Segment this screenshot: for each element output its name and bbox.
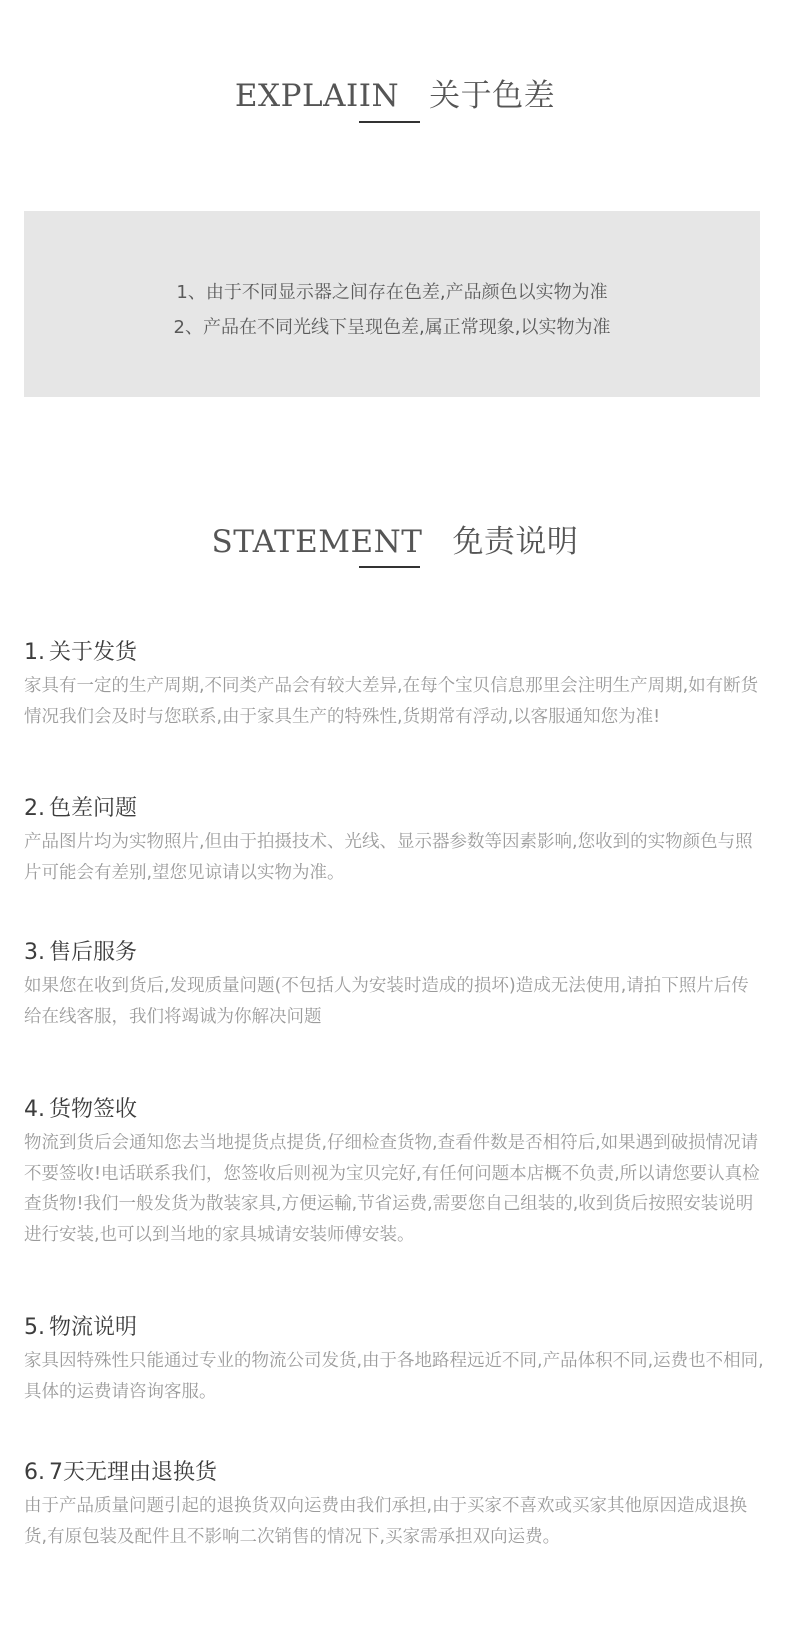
item-body: 物流到货后会通知您去当地提货点提货,仔细检查货物,查看件数是否相符后,如果遇到破损情况请不要签收!电话联系我们，您签收后则视为宝贝完好,有任何问题本店概不负责,所以请您要认真检查货物!我们一般发货为散装家具,方便运輸,节省运费,需要您自己组装的,收到货后按照安装说明进行安装,也可以到当地的家具城请安装师傅安装。	[24, 1133, 760, 1245]
item-body: 家具有一定的生产周期,不同类产品会有较大差异,在每个宝贝信息那里会注明生产周期,如有断货情况我们会及时与您联系,由于家具生产的特殊性,货期常有浮动,以客服通知您为准!	[24, 676, 759, 727]
color-difference-notice-box	[24, 211, 760, 397]
statement-item-logistics	[24, 1313, 766, 1407]
notice-line: 1、由于不同显示器之间存在色差,产品颜色以实物为准	[176, 282, 608, 303]
item-title: 货物签收	[49, 1097, 138, 1122]
item-title: 售后服务	[49, 940, 138, 965]
statement-title-cn: 免责说明	[452, 524, 579, 560]
item-number: 5.	[24, 1315, 45, 1340]
item-title: 关于发货	[49, 640, 138, 665]
item-heading	[24, 1458, 766, 1488]
statement-item-shipping	[24, 638, 766, 732]
statement-item-receipt	[24, 1095, 766, 1250]
item-number: 2.	[24, 796, 45, 821]
item-number: 1.	[24, 640, 45, 665]
item-title: 色差问题	[49, 796, 138, 821]
item-heading	[24, 638, 766, 668]
explain-title	[0, 70, 790, 115]
item-heading	[24, 1313, 766, 1343]
statement-title-en: STATEMENT	[211, 524, 423, 560]
notice-line: 2、产品在不同光线下呈现色差,属正常现象,以实物为准	[173, 317, 611, 338]
item-body: 产品图片均为实物照片,但由于拍摄技术、光线、显示器参数等因素影响,您收到的实物颜色与照片可能会有差别,望您见谅请以实物为准。	[24, 832, 753, 883]
item-body: 如果您在收到货后,发现质量问题(不包括人为安装时造成的损坏)造成无法使用,请拍下照片后传给在线客服，我们将竭诚为你解决问题	[24, 976, 749, 1027]
item-body: 家具因特殊性只能通过专业的物流公司发货,由于各地路程远近不同,产品体积不同,运费也不相同,具体的运费请咨询客服。	[24, 1351, 764, 1402]
explain-title-en: EXPLAIIN	[234, 78, 400, 114]
explain-title-underline	[359, 121, 420, 123]
explain-title-cn: 关于色差	[429, 78, 556, 114]
statement-item-returns	[24, 1458, 766, 1552]
statement-title-underline	[359, 566, 420, 568]
item-body: 由于产品质量问题引起的退换货双向运费由我们承担,由于买家不喜欢或买家其他原因造成退换货,有原包装及配件且不影响二次销售的情况下,买家需承担双向运费。	[24, 1496, 748, 1547]
item-title: 7天无理由退换货	[49, 1460, 217, 1485]
statement-item-after-sales	[24, 938, 766, 1032]
statement-item-color-difference	[24, 794, 766, 888]
item-heading	[24, 794, 766, 824]
statement-title	[0, 516, 790, 561]
item-number: 3.	[24, 940, 45, 965]
item-number: 6.	[24, 1460, 45, 1485]
item-title: 物流说明	[49, 1315, 138, 1340]
item-heading	[24, 1095, 766, 1125]
item-number: 4.	[24, 1097, 45, 1122]
item-heading	[24, 938, 766, 968]
